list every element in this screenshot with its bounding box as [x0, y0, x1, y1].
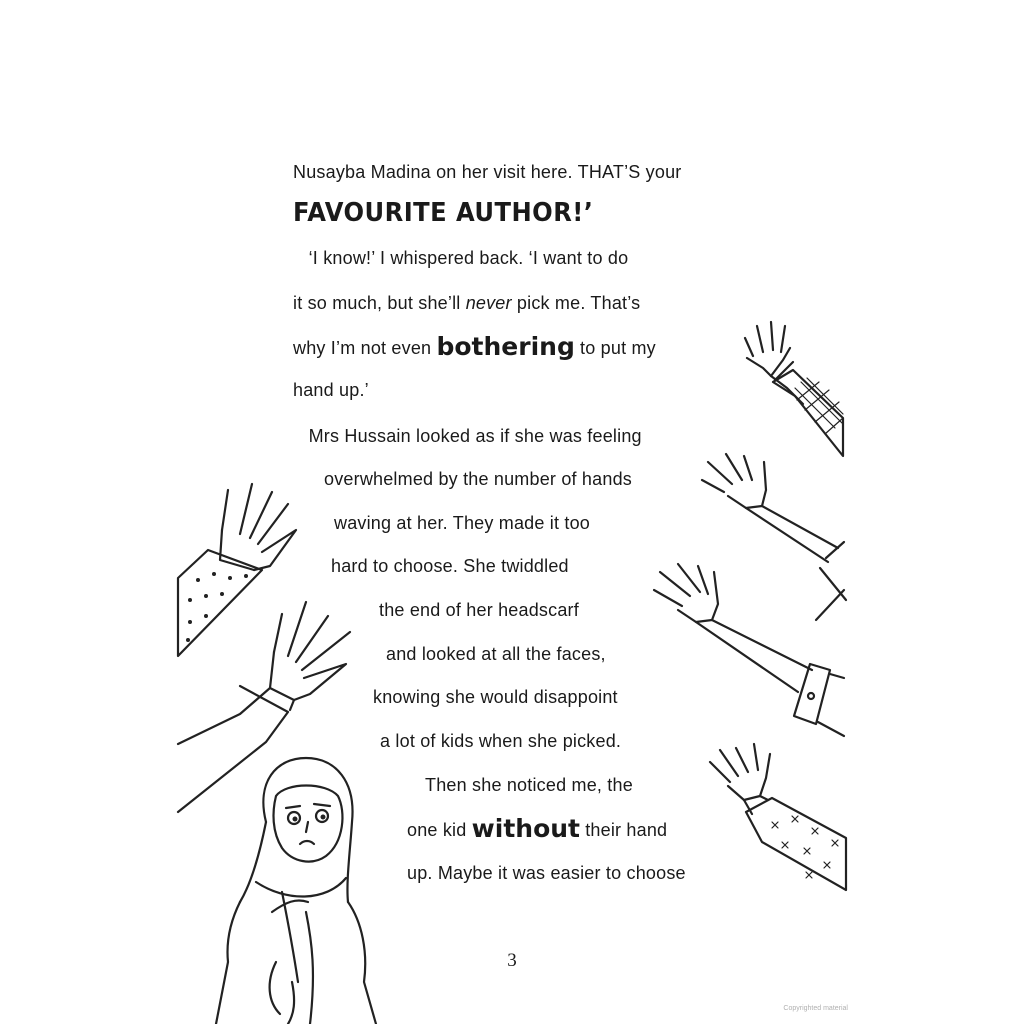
text-line-9: hard to choose. She twiddled: [331, 556, 569, 576]
girl-in-headscarf-illustration: [196, 752, 396, 1024]
emphasis-word: never: [465, 293, 512, 313]
text-line-1: Nusayba Madina on her visit here. THAT’S your: [293, 162, 682, 182]
text-run: it so much, but she’ll: [293, 293, 466, 313]
text-line-12: knowing she would disappoint: [373, 687, 618, 707]
big-word: bothering: [436, 332, 575, 361]
text-line-8: waving at her. They made it too: [334, 513, 591, 533]
text-line-2: ‘I know!’ I whispered back. ‘I want to do: [293, 248, 629, 268]
text-line-15: [407, 814, 668, 843]
text-line-4: [293, 332, 656, 361]
big-word: without: [471, 814, 580, 843]
raised-hand-checkered-sleeve: [735, 318, 845, 458]
text-run: their hand: [580, 820, 668, 840]
raised-hand-patterned-sleeve: [706, 742, 848, 892]
text-run: to put my: [574, 338, 656, 358]
text-line-7: overwhelmed by the number of hands: [324, 469, 632, 489]
heading-favourite-author: FAVOURITE AUTHOR!’: [293, 198, 594, 228]
text-run: why I’m not even: [293, 338, 437, 358]
raised-hand-cuffed-sleeve: [648, 560, 848, 740]
text-line-6: Mrs Hussain looked as if she was feeling: [293, 426, 642, 446]
text-line-16: up. Maybe it was easier to choose: [407, 863, 686, 883]
text-line-14: Then she noticed me, the: [425, 775, 633, 795]
copyright-notice: Copyrighted material: [783, 1005, 848, 1012]
text-run: one kid: [407, 820, 472, 840]
text-line-3: [293, 291, 640, 315]
text-line-11: and looked at all the faces,: [386, 644, 606, 664]
text-line-5: hand up.’: [293, 380, 369, 400]
text-line-10: the end of her headscarf: [379, 600, 579, 620]
text-line-13: a lot of kids when she picked.: [380, 731, 622, 751]
page-number: 3: [507, 950, 517, 971]
text-run: pick me. That’s: [511, 293, 641, 313]
